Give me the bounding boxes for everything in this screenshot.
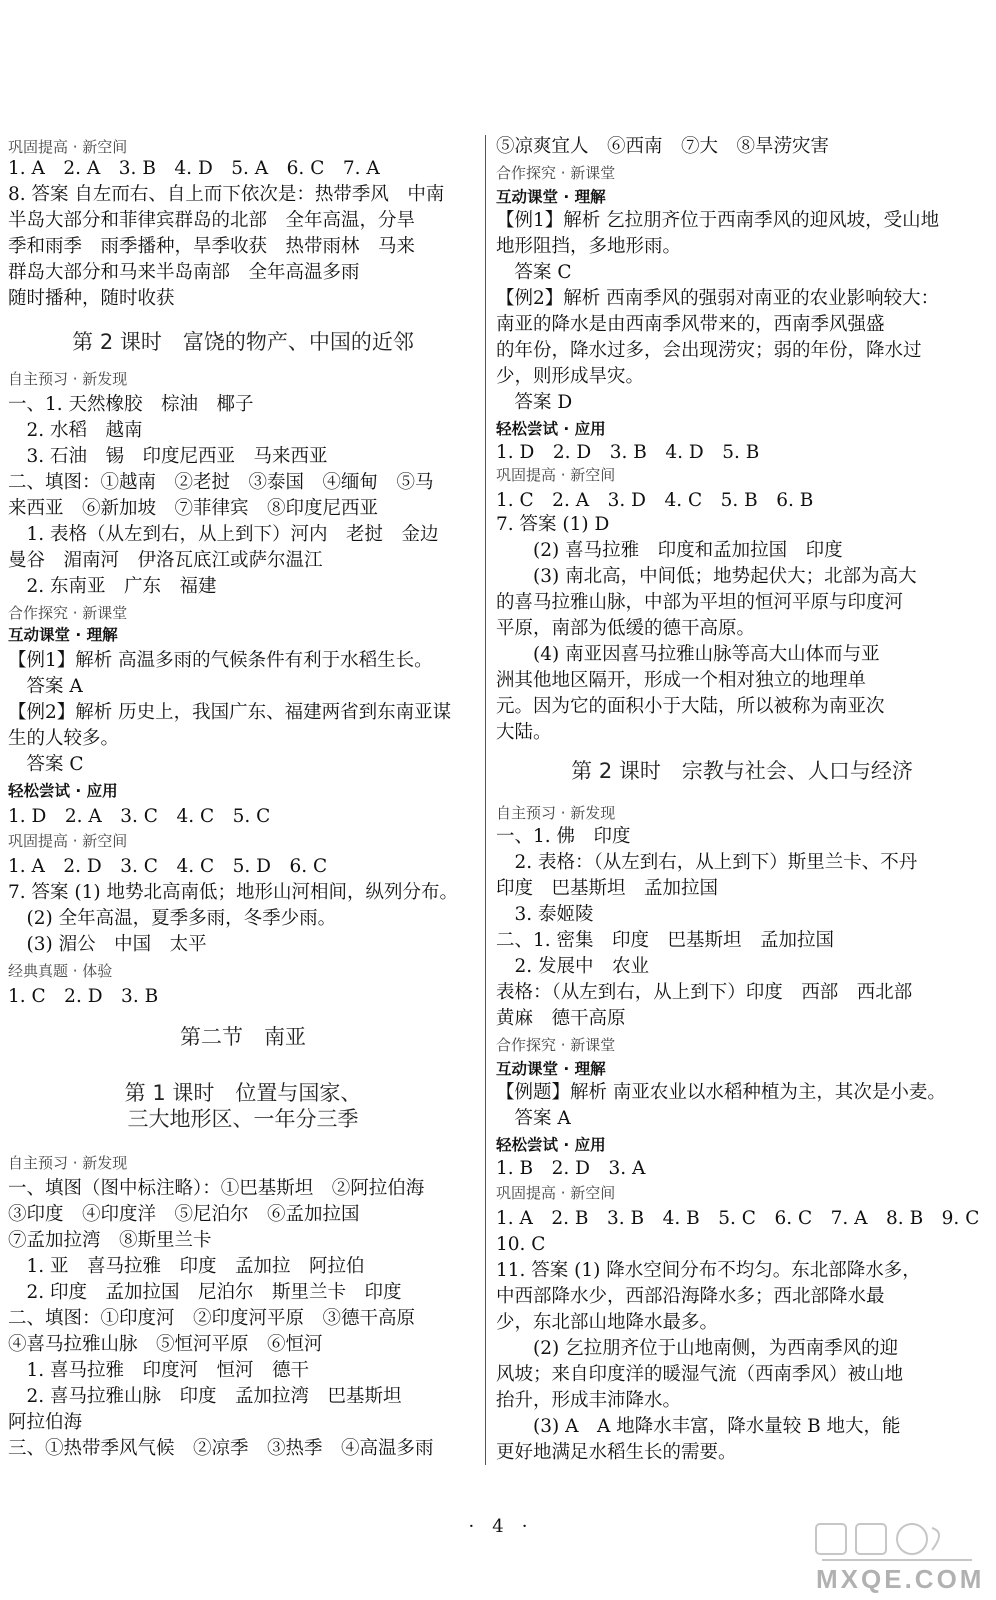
text-line: 答案 D (496, 392, 573, 413)
text-line: 8. 答案 自左而右、自上而下依次是：热带季风 中南 (8, 184, 445, 205)
section-label: 自主预习 · 新发现 (8, 370, 128, 388)
text-line: 的年份，降水过多，会出现涝灾；弱的年份，降水过 (496, 340, 922, 361)
section-label: 巩固提高 · 新空间 (496, 1184, 616, 1202)
text-line: 半岛大部分和菲律宾群岛的北部 全年高温，分旱 (8, 210, 416, 231)
subsection-label: 互动课堂 · 理解 (8, 626, 118, 644)
text-line: 一、1. 佛 印度 (496, 826, 631, 847)
subsection-label: 互动课堂 · 理解 (496, 1060, 606, 1078)
text-line: 【例1】解析 高温多雨的气候条件有利于水稻生长。 (8, 650, 433, 671)
section-label: 经典真题 · 体验 (8, 962, 113, 980)
section-heading: 第 2 课时 宗教与社会、人口与经济 (571, 759, 913, 783)
text-line: 3. 石油 锡 印度尼西亚 马来西亚 (8, 446, 328, 467)
text-line: 风坡；来自印度洋的暖湿气流（西南季风）被山地 (496, 1364, 904, 1385)
text-line: 群岛大部分和马来半岛南部 全年高温多雨 (8, 262, 360, 283)
text-line: 7. 答案 (1) 地势北高南低；地形山河相间，纵列分布。 (8, 882, 458, 903)
text-line: (2) 乞拉朋齐位于山地南侧，为西南季风的迎 (496, 1338, 899, 1359)
text-line: 1. 亚 喜马拉雅 印度 孟加拉 阿拉伯 (8, 1256, 365, 1277)
text-line: ⑦孟加拉湾 ⑧斯里兰卡 (8, 1230, 212, 1251)
text-line: 2. 发展中 农业 (496, 956, 650, 977)
subsection-label: 轻松尝试 · 应用 (496, 420, 606, 438)
text-line: 【例2】解析 西南季风的强弱对南亚的农业影响较大： (496, 288, 940, 309)
text-line: 1. 喜马拉雅 印度河 恒河 德干 (8, 1360, 310, 1381)
text-line: 1. A 2. A 3. B 4. D 5. A 6. C 7. A (8, 158, 380, 179)
watermark-logo (812, 1520, 988, 1596)
text-line: 大陆。 (496, 722, 552, 743)
text-line: 黄麻 德干高原 (496, 1008, 626, 1029)
text-line: 一、1. 天然橡胶 棕油 椰子 (8, 394, 254, 415)
text-line: 2. 印度 孟加拉国 尼泊尔 斯里兰卡 印度 (8, 1282, 402, 1303)
section-label: 合作探究 · 新课堂 (496, 164, 616, 182)
section-label: 巩固提高 · 新空间 (496, 466, 616, 484)
section-label: 合作探究 · 新课堂 (496, 1036, 616, 1054)
section-label: 自主预习 · 新发现 (496, 804, 616, 822)
text-line: 1. C 2. D 3. B (8, 986, 159, 1007)
text-line: 阿拉伯海 (8, 1412, 83, 1433)
text-line: 1. C 2. A 3. D 4. C 5. B 6. B (496, 490, 814, 511)
text-line: 少，东北部山地降水最多。 (496, 1312, 719, 1333)
text-line: 一、填图（图中标注略）：①巴基斯坦 ②阿拉伯海 (8, 1178, 425, 1199)
text-line: 【例1】解析 乞拉朋齐位于西南季风的迎风坡，受山地 (496, 210, 940, 231)
text-line: 来西亚 ⑥新加坡 ⑦菲律宾 ⑧印度尼西亚 (8, 498, 379, 519)
text-line: 二、1. 密集 印度 巴基斯坦 孟加拉国 (496, 930, 835, 951)
watermark-text: MXQE.COM (816, 1564, 985, 1594)
text-line: ④喜马拉雅山脉 ⑤恒河平原 ⑥恒河 (8, 1334, 323, 1355)
text-line: 三、①热带季风气候 ②凉季 ③热季 ④高温多雨 (8, 1438, 434, 1459)
section-heading: 三大地形区、一年分三季 (127, 1107, 359, 1131)
section-label: 巩固提高 · 新空间 (8, 138, 128, 156)
text-line: 抬升，形成丰沛降水。 (496, 1390, 682, 1411)
text-line: 2. 喜马拉雅山脉 印度 孟加拉湾 巴基斯坦 (8, 1386, 402, 1407)
text-line: (3) 湄公 中国 太平 (8, 934, 207, 955)
text-line: 元。因为它的面积小于大陆，所以被称为南亚次 (496, 696, 885, 717)
text-line: 2. 东南亚 广东 福建 (8, 576, 217, 597)
text-line: 平原，南部为低缓的德干高原。 (496, 618, 756, 639)
text-line: (2) 全年高温，夏季多雨，冬季少雨。 (8, 908, 337, 929)
text-line: 随时播种，随时收获 (8, 288, 175, 309)
text-line: ⑤凉爽宜人 ⑥西南 ⑦大 ⑧旱涝灾害 (496, 136, 830, 157)
text-line: 二、填图：①越南 ②老挝 ③泰国 ④缅甸 ⑤马 (8, 472, 434, 493)
text-line: 答案 A (8, 676, 83, 697)
text-line: 印度 巴基斯坦 孟加拉国 (496, 878, 719, 899)
text-line: (3) 南北高，中间低；地势起伏大；北部为高大 (496, 566, 917, 587)
text-line: 1. A 2. D 3. C 4. C 5. D 6. C (8, 856, 328, 877)
text-line: 的喜马拉雅山脉，中部为平坦的恒河平原与印度河 (496, 592, 904, 613)
text-line: 曼谷 湄南河 伊洛瓦底江或萨尔温江 (8, 550, 323, 571)
text-line: 南亚的降水是由西南季风带来的，西南季风强盛 (496, 314, 885, 335)
section-heading: 第 1 课时 位置与国家、 (124, 1081, 362, 1105)
text-line: (2) 喜马拉雅 印度和孟加拉国 印度 (496, 540, 843, 561)
text-line: 少，则形成旱灾。 (496, 366, 645, 387)
text-line: 洲其他地区隔开，形成一个相对独立的地理单 (496, 670, 867, 691)
text-line: 3. 泰姬陵 (496, 904, 594, 925)
text-line: 2. 水稻 越南 (8, 420, 143, 441)
text-line: 1. 表格（从左到右，从上到下）河内 老挝 金边 (8, 524, 439, 545)
text-line: 地形阻挡，多地形雨。 (496, 236, 682, 257)
text-line: ③印度 ④印度洋 ⑤尼泊尔 ⑥孟加拉国 (8, 1204, 360, 1225)
text-line: 二、填图：①印度河 ②印度河平原 ③德干高原 (8, 1308, 416, 1329)
text-line: 7. 答案 (1) D (496, 514, 610, 535)
text-line: 【例题】解析 南亚农业以水稻种植为主，其次是小麦。 (496, 1082, 946, 1103)
text-line: (4) 南亚因喜马拉雅山脉等高大山体而与亚 (496, 644, 880, 665)
subsection-label: 轻松尝试 · 应用 (8, 782, 118, 800)
column-divider (485, 135, 486, 1465)
text-line: 1. D 2. D 3. B 4. D 5. B (496, 442, 760, 463)
page-number: · 4 · (468, 1516, 528, 1537)
text-line: 更好地满足水稻生长的需要。 (496, 1442, 737, 1463)
text-line: 生的人较多。 (8, 728, 120, 749)
section-heading: 第 2 课时 富饶的物产、中国的近邻 (72, 330, 414, 354)
text-line: 11. 答案 (1) 降水空间分布不均匀。东北部降水多， (496, 1260, 921, 1281)
subsection-label: 互动课堂 · 理解 (496, 188, 606, 206)
text-line: 2. 表格：（从左到右，从上到下）斯里兰卡、不丹 (496, 852, 918, 873)
text-line: 答案 C (496, 262, 572, 283)
text-line: 【例2】解析 历史上，我国广东、福建两省到东南亚谋 (8, 702, 452, 723)
text-line: 1. B 2. D 3. A (496, 1158, 646, 1179)
section-label: 合作探究 · 新课堂 (8, 604, 128, 622)
text-line: 答案 C (8, 754, 84, 775)
text-line: 答案 A (496, 1108, 571, 1129)
text-line: 1. A 2. B 3. B 4. B 5. C 6. C 7. A 8. B 9. C (496, 1208, 980, 1229)
text-line: 1. D 2. A 3. C 4. C 5. C (8, 806, 271, 827)
text-line: 表格：（从左到右，从上到下）印度 西部 西北部 (496, 982, 913, 1003)
text-line: 10. C (496, 1234, 546, 1255)
section-heading: 第二节 南亚 (180, 1025, 306, 1049)
section-label: 自主预习 · 新发现 (8, 1154, 128, 1172)
subsection-label: 轻松尝试 · 应用 (496, 1136, 606, 1154)
text-line: 中西部降水少，西部沿海降水多；西北部降水最 (496, 1286, 885, 1307)
text-line: (3) A A 地降水丰富，降水量较 B 地大，能 (496, 1416, 901, 1437)
section-label: 巩固提高 · 新空间 (8, 832, 128, 850)
text-line: 季和雨季 雨季播种，旱季收获 热带雨林 马来 (8, 236, 416, 257)
